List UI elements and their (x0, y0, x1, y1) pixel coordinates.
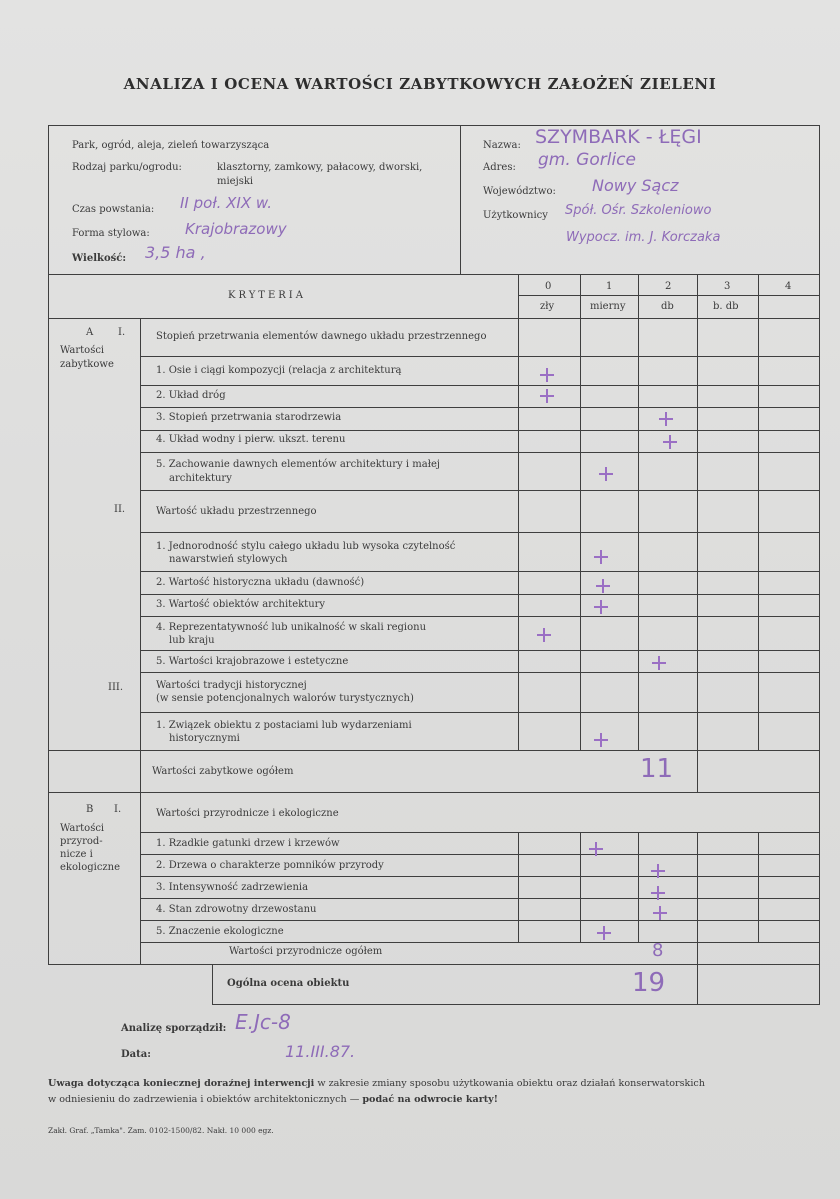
wojewodztwo-value: Nowy Sącz (592, 176, 679, 195)
date-value: 11.III.87. (285, 1042, 356, 1061)
sectionB-title: Wartości przyrodnicze i ekologiczne (156, 808, 339, 819)
mark-A-II-5 (652, 656, 666, 670)
row-line (140, 920, 819, 921)
row-line (140, 876, 819, 877)
group2-title: Wartość układu przestrzennego (156, 506, 317, 517)
col-0-label: zły (540, 301, 555, 312)
col-1-label: mierny (590, 301, 626, 312)
adres-value: gm. Gorlice (538, 150, 636, 170)
group2-item-1-line2: nawarstwień stylowych (169, 554, 288, 565)
header-divider (460, 125, 461, 275)
col-1-num: 1 (606, 281, 613, 292)
sectionA-total-right (697, 750, 698, 792)
uzytkownicy-label: Użytkownicy (483, 210, 548, 221)
col-2-label: db (661, 301, 674, 312)
sectionA-code: A (86, 327, 94, 338)
mark-A-II-3 (594, 600, 608, 614)
nazwa-value: SZYMBARK - ŁĘGI (535, 126, 702, 148)
criteria-header: KRYTERIA (228, 290, 306, 301)
col-3-num: 3 (724, 281, 731, 292)
col-divider-0 (518, 274, 519, 750)
group2-item-5: 5. Wartości krajobrazowe i estetyczne (156, 656, 349, 667)
sectionB-label-3: nicze i (60, 849, 93, 860)
b-col-3 (697, 832, 698, 1004)
group2-num: II. (114, 504, 126, 515)
group3-item-1-line2: historycznymi (169, 733, 240, 744)
rodzaj-options: klasztorny, zamkowy, pałacowy, dworski, (217, 162, 423, 173)
sectionA-total-top (48, 750, 820, 751)
sectionB-label-2: przyrod- (60, 836, 103, 847)
group2-item-2: 2. Wartość historyczna układu (dawność) (156, 577, 365, 588)
uzytkownicy-value-2: Wypocz. im. J. Korczaka (566, 230, 721, 245)
rodzaj-options-2: miejski (217, 176, 254, 187)
analiza-label: Analizę sporządził: (121, 1023, 227, 1034)
mark-B-2 (651, 864, 665, 878)
b-col-0 (518, 832, 519, 942)
sectionB-item-5: 5. Znaczenie ekologiczne (156, 926, 284, 937)
group2-item-1: 1. Jednorodność stylu całego układu lub wysoka czytelność (156, 541, 456, 552)
sectionB-item-2: 2. Drzewa o charakterze pomników przyrody (156, 860, 384, 871)
sectionA-bottom (48, 792, 820, 793)
rodzaj-label: Rodzaj parku/ogrodu: (72, 162, 182, 173)
group1-item-2: 2. Układ dróg (156, 390, 226, 401)
mark-A-II-4 (537, 628, 551, 642)
overall-value: 19 (632, 968, 666, 998)
sectionB-total-value: 8 (652, 940, 664, 961)
sectionA-total-divider (140, 750, 141, 792)
frame-bottom (212, 1004, 820, 1005)
group3-title-2: (w sensie potencjonalnych walorów turystycznych) (156, 693, 414, 704)
wielkosc-label: Wielkość: (72, 253, 127, 264)
row-line (140, 898, 819, 899)
group1-title-line (140, 356, 819, 357)
frame-left (48, 125, 49, 965)
mark-A-I-3 (659, 412, 673, 426)
group3-title-line (140, 712, 819, 713)
sectionB-item-4: 4. Stan zdrowotny drzewostanu (156, 904, 317, 915)
row-line (140, 385, 819, 386)
group1-item-3: 3. Stopień przetrwania starodrzewia (156, 412, 342, 423)
header-bottom (48, 274, 820, 275)
mark-A-I-4 (663, 435, 677, 449)
row-line (140, 430, 819, 431)
wielkosc-value: 3,5 ha , (145, 243, 206, 262)
sectionB-label-4: ekologiczne (60, 862, 121, 873)
criteria-num-row-line (518, 295, 819, 296)
col-divider-2 (638, 274, 639, 750)
group1-item-4: 4. Układ wodny i pierw. ukszt. terenu (156, 434, 346, 445)
warning-bold: Uwaga dotycząca koniecznej doraźnej interwencji (48, 1078, 315, 1089)
sectionA-total-value: 11 (640, 754, 674, 784)
col-2-num: 2 (665, 281, 672, 292)
warning-line2b: podać na odwrocie karty! (362, 1094, 498, 1105)
form-title: ANALIZA I OCENA WARTOŚCI ZABYTKOWYCH ZAŁOŻEŃ ZIELENI (123, 75, 717, 93)
sectionB-title-line (140, 832, 819, 833)
col-divider-4 (758, 274, 759, 750)
overall-label: Ogólna ocena obiektu (227, 978, 350, 989)
nazwa-label: Nazwa: (483, 140, 521, 151)
mark-B-1 (589, 842, 603, 856)
mark-A-II-2 (596, 579, 610, 593)
b-col-1 (580, 832, 581, 942)
b-col-4 (758, 832, 759, 942)
col-3-label: b. db (713, 301, 739, 312)
sectionA-group1-num: I. (118, 327, 126, 338)
row-line (140, 571, 819, 572)
row-line (140, 650, 819, 651)
sectionB-label-1: Wartości (60, 823, 105, 834)
sectionA-divider (140, 318, 141, 750)
uzytkownicy-value-1: Spół. Ośr. Szkoleniowo (565, 203, 712, 218)
group1-title: Stopień przetrwania elementów dawnego układu przestrzennego (156, 331, 487, 342)
group3-num: III. (108, 682, 124, 693)
sectionB-total-label: Wartości przyrodnicze ogółem (229, 946, 383, 957)
row-line (140, 672, 819, 673)
group1-item-1: 1. Osie i ciągi kompozycji (relacja z architekturą (156, 365, 402, 376)
mark-A-I-2 (540, 389, 554, 403)
mark-A-II-1 (594, 550, 608, 564)
col-0-num: 0 (545, 281, 552, 292)
czas-value: II poł. XIX w. (180, 194, 272, 212)
row-line (140, 594, 819, 595)
park-type-line: Park, ogród, aleja, zieleń towarzysząca (72, 140, 270, 151)
col-4-num: 4 (785, 281, 792, 292)
sectionA-total-label: Wartości zabytkowe ogółem (152, 766, 294, 777)
warning-line-2 (48, 1094, 498, 1105)
warning-line-1 (48, 1078, 705, 1089)
row-line (140, 452, 819, 453)
criteria-header-bottom (48, 318, 820, 319)
row-line (140, 616, 819, 617)
row-line (140, 407, 819, 408)
sectionB-bottom (212, 964, 820, 965)
frame-step (212, 964, 213, 1005)
b-col-2 (638, 832, 639, 942)
wojewodztwo-label: Województwo: (483, 186, 556, 197)
group2-item-4: 4. Reprezentatywność lub unikalność w skali regionu (156, 622, 427, 633)
group1-item-5: 5. Zachowanie dawnych elementów architektury i małej (156, 459, 440, 470)
col-divider-1 (580, 274, 581, 750)
group3-item-1: 1. Związek obiektu z postaciami lub wydarzeniami (156, 720, 412, 731)
mark-B-4 (653, 906, 667, 920)
forma-label: Forma stylowa: (72, 228, 150, 239)
warning-line2a: w odniesieniu do zadrzewienia i obiektów architektonicznych — (48, 1094, 363, 1105)
warning-rest: w zakresie zmiany sposobu użytkowania obiektu oraz działań konserwatorskich (314, 1078, 705, 1089)
sectionB-item-3: 3. Intensywność zadrzewienia (156, 882, 309, 893)
row-line (140, 942, 819, 943)
group2-item-4-line2: lub kraju (169, 635, 215, 646)
col-divider-3 (697, 274, 698, 750)
print-info: Zakł. Graf. „Tamka". Zam. 0102-1500/82. Nakł. 10 000 egz. (48, 1126, 274, 1135)
mark-B-3 (651, 886, 665, 900)
group3-title-1: Wartości tradycji historycznej (156, 680, 307, 691)
frame-bottom-left (48, 964, 213, 965)
mark-B-5 (597, 926, 611, 940)
group2-title-line (140, 532, 819, 533)
row-line (140, 854, 819, 855)
sectionA-label-2: zabytkowe (60, 359, 114, 370)
signature: E.Jc-8 (235, 1010, 291, 1034)
forma-value: Krajobrazowy (185, 220, 287, 238)
czas-label: Czas powstania: (72, 204, 155, 215)
sectionB-item-1: 1. Rzadkie gatunki drzew i krzewów (156, 838, 340, 849)
row-line (140, 490, 819, 491)
group2-item-3: 3. Wartość obiektów architektury (156, 599, 326, 610)
sectionA-label-1: Wartości (60, 345, 105, 356)
sectionB-code: B (86, 804, 94, 815)
mark-A-I-1 (540, 368, 554, 382)
data-label: Data: (121, 1049, 151, 1060)
mark-A-III-1 (594, 733, 608, 747)
adres-label: Adres: (483, 162, 516, 173)
sectionB-divider (140, 792, 141, 964)
group1-item-5-line2: architektury (169, 473, 232, 484)
sectionB-num: I. (114, 804, 122, 815)
frame-right (819, 125, 820, 1005)
frame-top (48, 125, 820, 126)
mark-A-I-5 (599, 467, 613, 481)
